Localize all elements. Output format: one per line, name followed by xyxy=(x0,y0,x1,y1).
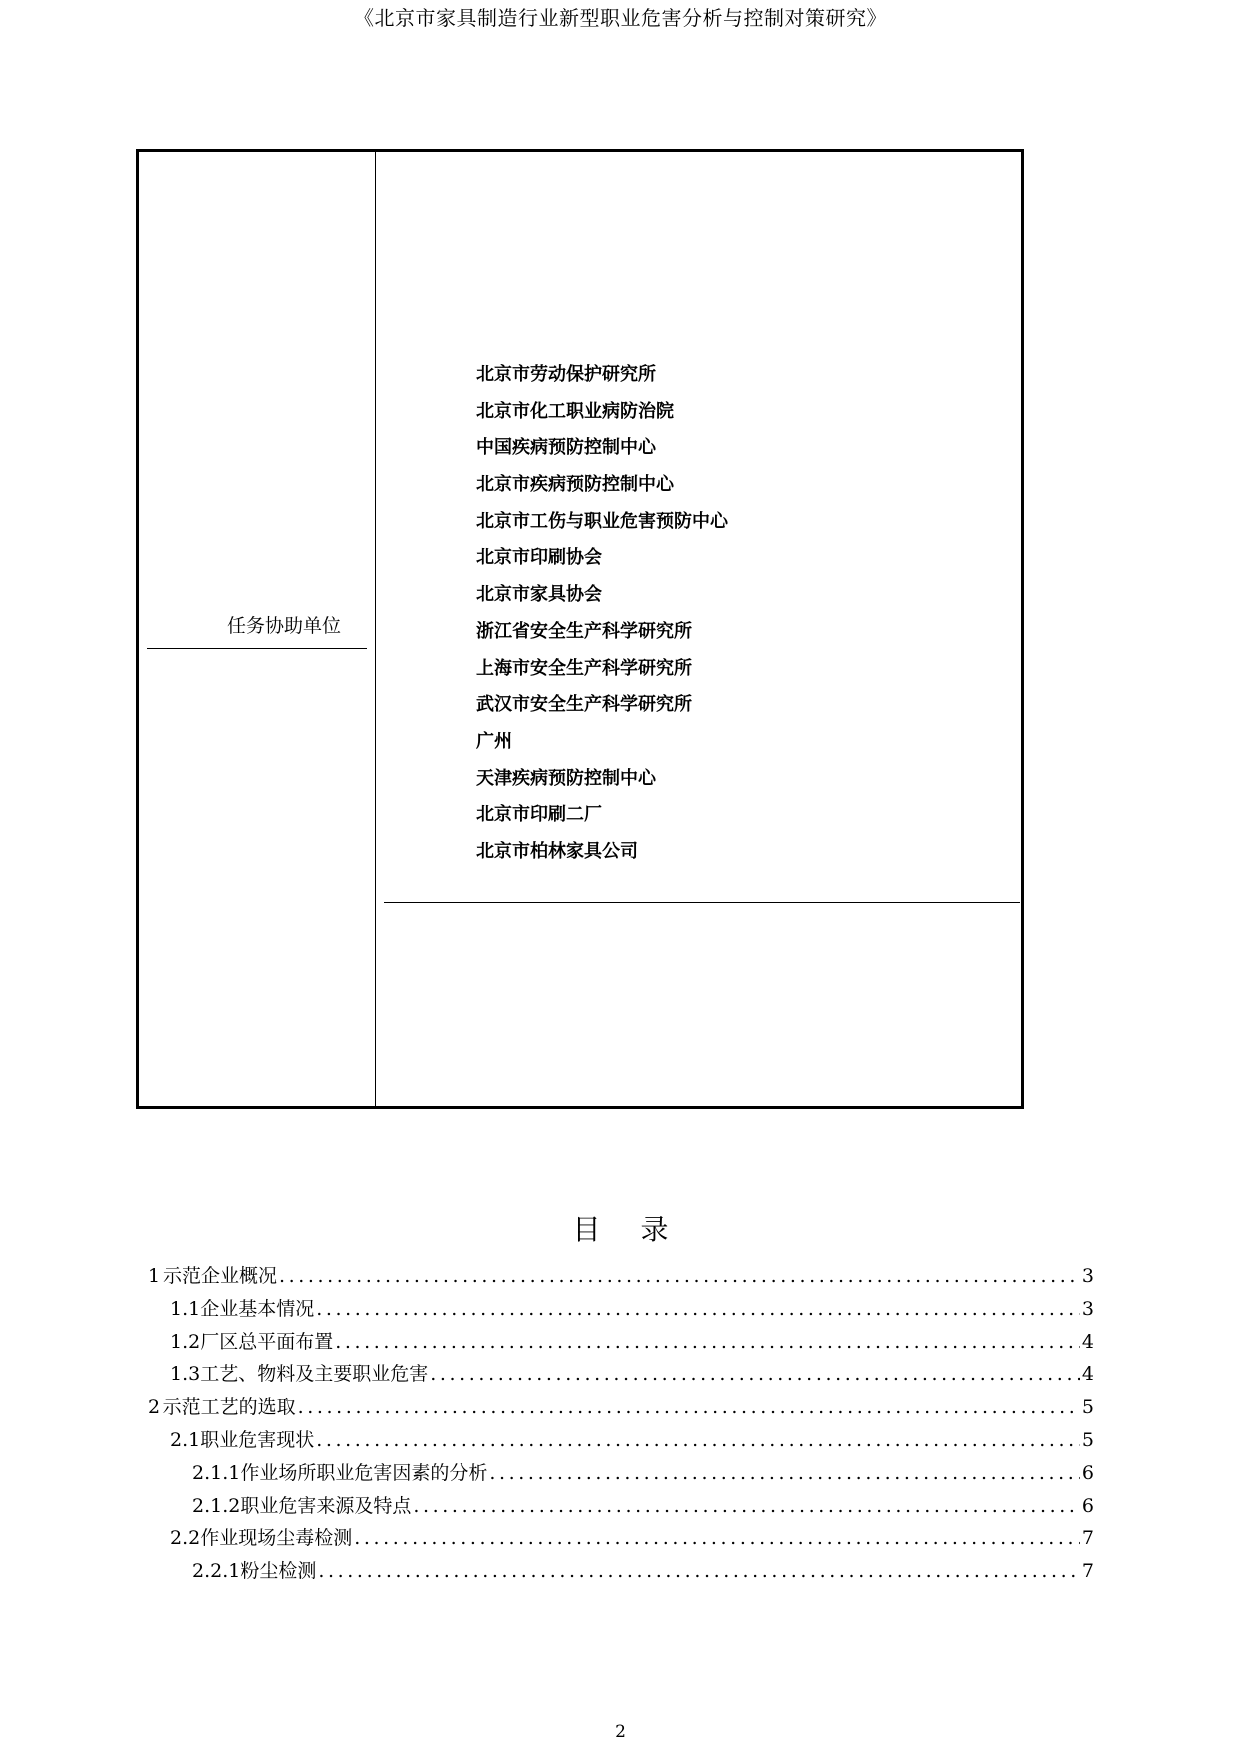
running-header: 《北京市家具制造行业新型职业危害分析与控制对策研究》 xyxy=(354,6,887,30)
toc-entry[interactable] xyxy=(148,1522,1094,1555)
list-item: 北京市柏林家具公司 xyxy=(476,840,638,862)
page-number: 2 xyxy=(615,1722,626,1742)
list-item: 广州 xyxy=(476,730,512,752)
toc-entry[interactable] xyxy=(148,1260,1094,1293)
toc-entry-number: 2.1.1 xyxy=(192,1461,241,1484)
dot-leader xyxy=(354,1522,1080,1555)
toc-title: 目录 xyxy=(572,1213,709,1246)
list-item: 上海市安全生产科学研究所 xyxy=(476,657,692,679)
toc-entry-page: 3 xyxy=(1081,1297,1094,1320)
dot-leader xyxy=(335,1326,1080,1359)
toc-entry-number: 2.1.2 xyxy=(192,1494,241,1517)
info-table xyxy=(136,149,1024,1109)
toc-entry-page: 4 xyxy=(1081,1363,1094,1386)
dot-leader xyxy=(316,1293,1080,1326)
toc-entry-title: 作业现场尘毒检测 xyxy=(200,1527,353,1550)
toc-entry-page: 6 xyxy=(1081,1461,1094,1484)
toc-entry-page: 7 xyxy=(1081,1560,1094,1583)
toc-entry[interactable] xyxy=(148,1490,1094,1523)
toc-entry[interactable] xyxy=(148,1358,1094,1391)
list-item: 北京市印刷协会 xyxy=(476,547,602,569)
toc-entry-page: 5 xyxy=(1081,1428,1094,1451)
toc-entry-title: 厂区总平面布置 xyxy=(200,1330,334,1353)
dot-leader xyxy=(279,1260,1080,1293)
toc-entry[interactable] xyxy=(148,1391,1094,1424)
dot-leader xyxy=(413,1490,1080,1523)
toc-entry-number: 1.1 xyxy=(170,1297,201,1320)
list-item: 北京市印刷二厂 xyxy=(476,804,602,826)
toc-entry-title: 示范企业概况 xyxy=(162,1265,277,1287)
dot-leader xyxy=(316,1424,1080,1457)
list-item: 北京市劳动保护研究所 xyxy=(476,364,656,385)
list-item: 北京市工伤与职业危害预防中心 xyxy=(476,510,728,532)
dot-leader xyxy=(298,1391,1080,1424)
list-item: 武汉市安全生产科学研究所 xyxy=(476,694,692,716)
toc-entry-number: 1.2 xyxy=(170,1330,201,1353)
dot-leader xyxy=(318,1555,1080,1588)
dot-leader xyxy=(489,1457,1080,1490)
toc-entry-number: 2.2.1 xyxy=(192,1560,241,1583)
label-underline xyxy=(147,648,367,649)
toc-entry-number: 1 xyxy=(148,1265,161,1287)
list-item: 天津疾病预防控制中心 xyxy=(476,767,656,789)
dot-leader xyxy=(430,1358,1080,1391)
list-item: 中国疾病预防控制中心 xyxy=(476,437,656,459)
list-item: 北京市家具协会 xyxy=(476,584,602,606)
toc-entry-title: 作业场所职业危害因素的分析 xyxy=(240,1461,488,1484)
list-item: 北京市化工职业病防治院 xyxy=(476,400,674,422)
toc-entry-page: 4 xyxy=(1081,1330,1094,1353)
toc-entry[interactable] xyxy=(148,1293,1094,1326)
toc-entry-title: 企业基本情况 xyxy=(200,1297,315,1320)
column-divider xyxy=(375,152,376,1106)
toc-entry-title: 粉尘检测 xyxy=(240,1560,317,1583)
toc-entry-title: 示范工艺的选取 xyxy=(162,1396,296,1419)
toc-entry-title: 职业危害来源及特点 xyxy=(240,1494,412,1517)
toc-entry-number: 2.1 xyxy=(170,1428,201,1451)
toc-entry-title: 职业危害现状 xyxy=(200,1428,315,1451)
section-rule xyxy=(384,902,1020,903)
toc-entry-number: 1.3 xyxy=(170,1363,201,1386)
toc-entry-page: 7 xyxy=(1081,1527,1094,1550)
unit-list xyxy=(476,357,728,871)
toc-entry[interactable] xyxy=(148,1457,1094,1490)
toc-entry[interactable] xyxy=(148,1326,1094,1359)
toc-entry-page: 5 xyxy=(1081,1396,1094,1419)
toc-entry-title: 工艺、物料及主要职业危害 xyxy=(200,1363,429,1386)
table-label: 任务协助单位 xyxy=(227,615,342,637)
toc-entry-page: 6 xyxy=(1081,1494,1094,1517)
toc-entry-number: 2.2 xyxy=(170,1527,201,1550)
toc-entry-page: 3 xyxy=(1081,1265,1094,1287)
table-of-contents xyxy=(148,1260,1094,1588)
list-item: 北京市疾病预防控制中心 xyxy=(476,474,674,496)
toc-entry-number: 2 xyxy=(148,1396,161,1419)
toc-entry[interactable] xyxy=(148,1424,1094,1457)
toc-entry[interactable] xyxy=(148,1555,1094,1588)
list-item: 浙江省安全生产科学研究所 xyxy=(476,620,692,642)
